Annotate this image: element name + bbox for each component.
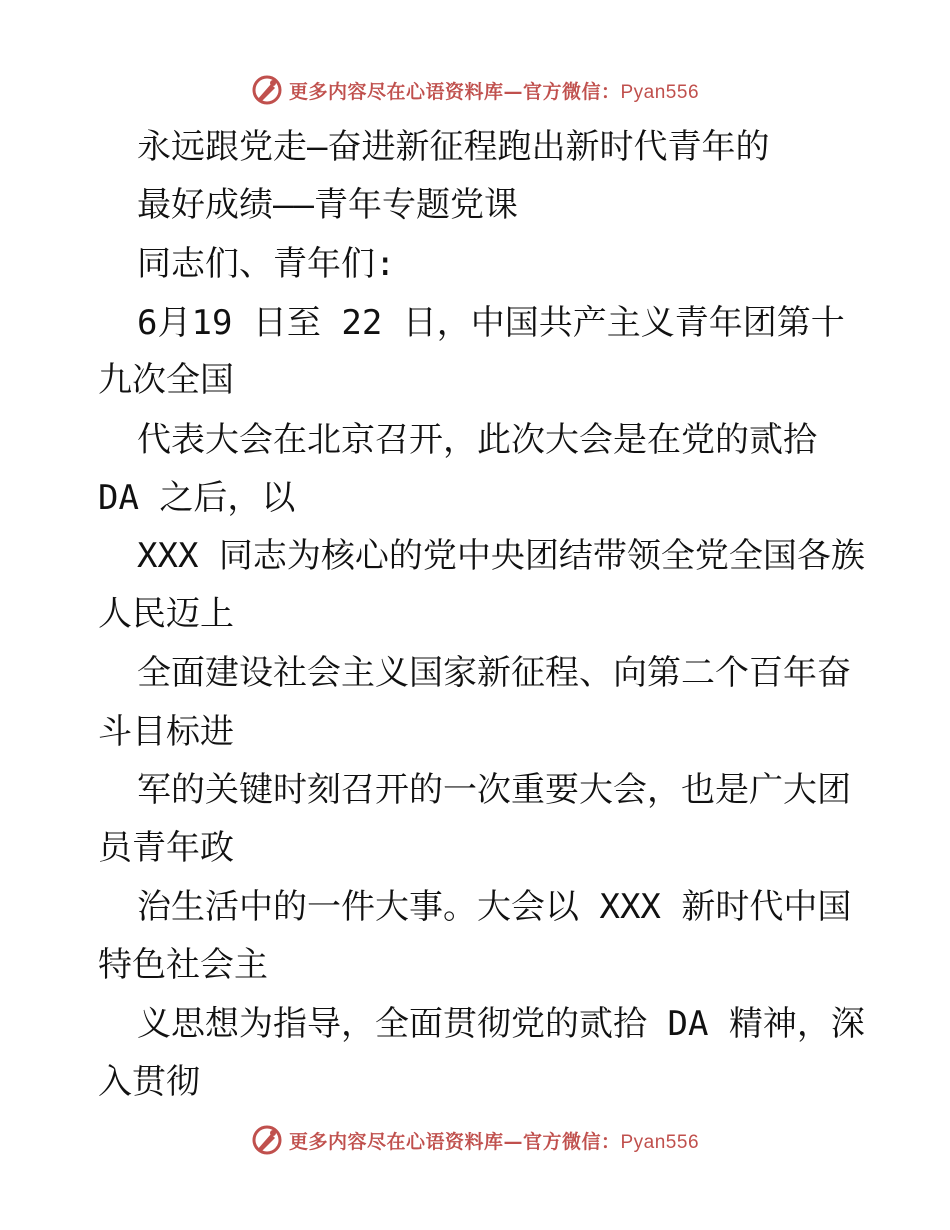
text-line: 入贯彻 (98, 1062, 200, 1102)
text-line: 全面建设社会主义国家新征程、向第二个百年奋 (137, 653, 851, 693)
text-line: 6月19 日至 22 日，中国共产主义青年团第十 (137, 303, 845, 343)
text-line: 斗目标进 (98, 712, 234, 752)
text-line: DA 之后，以 (98, 478, 296, 518)
text-line: 九次全国 (98, 360, 234, 400)
watermark-text: 更多内容尽在心语资料库—官方微信：Pyan556 (288, 1130, 700, 1153)
header-watermark (0, 72, 950, 108)
text-line: 特色社会主 (98, 945, 268, 985)
text-line: 员青年政 (98, 828, 234, 868)
salutation: 同志们、青年们: (137, 244, 396, 284)
text-line: 义思想为指导，全面贯彻党的贰拾 DA 精神，深 (137, 1004, 865, 1044)
footer-watermark (0, 1122, 950, 1158)
watermark-text: 更多内容尽在心语资料库—官方微信：Pyan556 (288, 80, 700, 103)
title-line-2: 最好成绩——青年专题党课 (137, 185, 518, 225)
text-line: 代表大会在北京召开，此次大会是在党的贰拾 (137, 420, 817, 460)
pen-logo-icon (251, 1124, 283, 1156)
text-line: XXX 同志为核心的党中央团结带领全党全国各族 (137, 536, 865, 576)
pen-logo-icon (251, 74, 283, 106)
text-line: 治生活中的一件大事。大会以 XXX 新时代中国 (137, 887, 852, 927)
text-line: 人民迈上 (98, 594, 234, 634)
text-line: 军的关键时刻召开的一次重要大会，也是广大团 (137, 770, 851, 810)
title-line-1: 永远跟党走—奋进新征程跑出新时代青年的 (137, 127, 770, 167)
